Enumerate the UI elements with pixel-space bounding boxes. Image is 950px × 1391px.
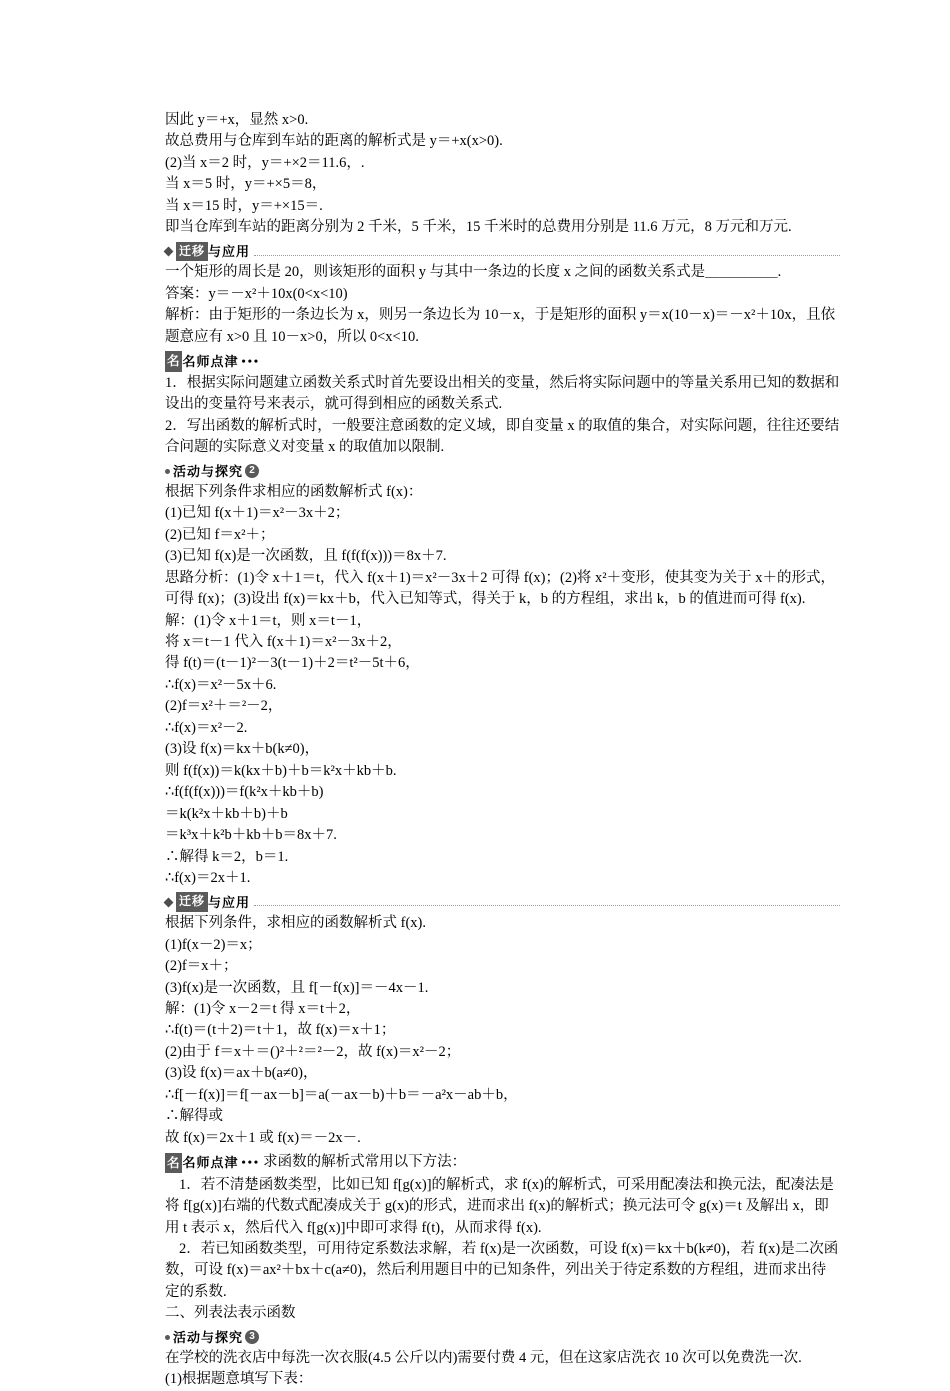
mingshi-tag-label-2: 名 [165,1153,182,1174]
activity2-solution-8: 则 f(f(x))＝k(kx＋b)＋b＝k²x＋kb＋b. [165,762,397,779]
activity2-solution-11: ＝k³x＋k²b＋kb＋b＝8x＋7. [165,827,337,844]
activity2-solution-2: 将 x＝t－1 代入 f(x＋1)＝x²－3x＋2， [165,634,402,650]
qianxing-solution-3: (2)由于 f＝x＋＝()²＋²＝²－2，故 f(x)＝x²－2； [165,1043,461,1060]
mingshi-rest-label: 名师点津 [182,353,239,369]
activity2-item-1: (1)已知 f(x＋1)＝x²－3x＋2； [165,505,350,522]
activity2-badge [165,462,259,481]
mingshi-rest-label-2: 名师点津 [182,1155,239,1171]
activity2-intro: 根据下列条件求相应的函数解析式 f(x)： [165,483,423,500]
dotted-leader-2 [254,896,840,906]
mingshi2-text-1: 1．若不清楚函数类型，比如已知 f[g(x)]的解析式，求 f(x)的解析式，可采用配凑法和换元法，配凑法是将 f[g(x)]右端的代数式配凑成关于 g(x)的形式，进而求出 f(x)的解析式；换元法可令 g(x)＝t 及解出 x，即用 t 表示 x，然后代入 f[g(x)]中即可求得 f(t)，从而求得 f(x). [165,1176,834,1236]
qianxing-item-3: (3)f(x)是一次函数，且 f[－f(x)]＝－4x－1. [165,979,429,996]
qianxing-solution-4: (3)设 f(x)＝ax＋b(a≠0)， [165,1065,318,1082]
mingshi-text-2: 2．写出函数的解析式时，一般要注意函数的定义域，即自变量 x 的取值的集合，对实际问题，往往还要结合问题的实际意义对变量 x 的取值加以限制. [165,417,840,456]
qianxing-with-label: 与 [208,243,223,259]
mingshi-tag-label: 名 [165,351,182,372]
activity2-solution-5: (2)f＝x²＋＝²－2， [165,698,283,715]
qianxing-apply-label-2: 应用 [222,894,251,910]
activity3-number: 3 [245,1330,259,1344]
dot-icon [165,469,170,474]
activity2-solution-10: ＝k(k²x＋kb＋b)＋b [165,805,288,822]
paragraph-top-4: 当 x＝5 时，y＝+×5＝8， [165,176,327,193]
qianxing-analysis-1: 解析：由于矩形的一条边长为 x，则另一条边长为 10－x，于是矩形的面积 y＝x(10－x)＝－x²＋10x，且依题意应有 x>0 且 10－x>0，所以 0<x<10. [165,307,836,345]
activity2-thinking: 思路分析：(1)令 x＋1＝t，代入 f(x＋1)＝x²－3x＋2 可得 f(x)；(2)将 x²＋变形，使其变为关于 x＋的形式，可得 f(x)；(3)设出 f(x)＝kx＋b，代入已知等式，得关于 k，b 的方程组，求出 k，b 的值进而可得 f(x). [165,569,836,608]
activity2-item-2: (2)已知 f＝x²＋； [165,526,275,543]
qianxing-heading-1 [165,242,840,262]
activity2-solution-1: 解：(1)令 x＋1＝t，则 x＝t－1， [165,612,372,629]
paragraph-top-5: 当 x＝15 时，y＝+×15＝. [165,197,323,214]
qianxing-item-1: (1)f(x－2)＝x； [165,936,262,953]
activity3-label: 活动与探究 [173,1329,244,1345]
activity3-heading [165,1328,840,1347]
paragraph-top-1: 因此 y＝+x，显然 x>0. [165,112,309,128]
qianxing-solution-6: ∴解得或 [165,1108,223,1125]
paragraph-top-6: 即当仓库到车站的距离分别为 2 千米，5 千米，15 千米时的总费用分别是 11.6 万元，8 万元和万元. [165,219,792,236]
activity2-solution-7: (3)设 f(x)＝kx＋b(k≠0)， [165,741,320,758]
diamond-icon [164,247,174,257]
mingshi-heading-1 [165,351,840,372]
mingshi-badge-2 [165,1153,260,1174]
qianxing-solution-7: 故 f(x)＝2x＋1 或 f(x)＝－2x－. [165,1129,361,1146]
activity2-solution-3: 得 f(t)＝(t－1)²－3(t－1)＋2＝t²－5t＋6， [165,655,420,672]
qianxing-intro-2: 根据下列条件，求相应的函数解析式 f(x). [165,915,426,932]
qianxing-heading-2 [165,892,840,912]
qianxing-badge-2 [165,892,250,912]
activity2-solution-13: ∴f(x)＝2x＋1. [165,869,251,886]
activity3-badge [165,1328,259,1347]
qianxing-question-1: 一个矩形的周长是 20，则该矩形的面积 y 与其中一条边的长度 x 之间的函数关系式是＿＿＿＿＿. [165,264,782,281]
dots-decoration: ••• [241,353,261,368]
dot-icon-2 [165,1335,170,1340]
qianxing-badge-1 [165,242,250,262]
activity2-label: 活动与探究 [173,463,244,479]
qianxing-apply-label: 应用 [222,243,251,259]
activity2-number: 2 [245,464,259,478]
dotted-leader [254,246,840,256]
mingshi2-text-2: 2．若已知函数类型，可用待定系数法求解，若 f(x)是一次函数，可设 f(x)＝kx＋b(k≠0)，若 f(x)是二次函数，可设 f(x)＝ax²＋bx＋c(a≠0)，然后利用题目中的已知条件，列出关于待定系数的方程组，进而求出待定的系数. [165,1240,839,1300]
paragraph-top-2: 故总费用与仓库到车站的距离的解析式是 y＝+x(x>0). [165,133,503,150]
dots-decoration-2: ••• [241,1155,261,1170]
mingshi-heading-2 [165,1152,840,1173]
qianxing-solution-5: ∴f[－f(x)]＝f[－ax－b]＝a(－ax－b)＋b＝－a²x－ab＋b， [165,1086,518,1103]
qianxing-tag-label: 迁移 [176,242,208,262]
mingshi-badge-1 [165,351,260,372]
qianxing-item-2: (2)f＝x＋； [165,958,238,975]
qianxing-tag-label-2: 迁移 [176,892,208,912]
mingshi-lead-2: 求函数的解析式常用以下方法： [263,1154,467,1171]
paragraph-top-3: (2)当 x＝2 时，y＝+×2＝11.6，. [165,154,365,171]
activity3-text: 在学校的洗衣店中每洗一次衣服(4.5 公斤以内)需要付费 4 元，但在这家店洗衣 10 次可以免费洗一次. [165,1350,802,1367]
activity2-heading [165,462,840,481]
diamond-icon [164,897,174,907]
activity2-item-3: (3)已知 f(x)是一次函数，且 f(f(f(x)))＝8x＋7. [165,548,447,565]
document-content [165,110,840,1391]
mingshi-text-1: 1．根据实际问题建立函数关系式时首先要设出相关的变量，然后将实际问题中的等量关系用已知的数据和设出的变量符号来表示，就可得到相应的函数关系式. [165,374,840,413]
activity3-sub: (1)根据题意填写下表： [165,1371,313,1388]
qianxing-with-label-2: 与 [208,894,223,910]
qianxing-solution-2: ∴f(t)＝(t＋2)＝t＋1，故 f(x)＝x＋1； [165,1022,396,1039]
activity2-solution-9: ∴f(f(f(x)))＝f(k²x＋kb＋b) [165,784,324,801]
activity2-solution-12: ∴解得 k＝2，b＝1. [165,848,289,865]
activity2-solution-6: ∴f(x)＝x²－2. [165,719,248,736]
section-title: 二、列表法表示函数 [165,1305,296,1322]
qianxing-solution-1: 解：(1)令 x－2＝t 得 x＝t＋2， [165,1001,361,1017]
qianxing-answer-1: 答案：y＝－x²＋10x(0<x<10) [165,285,348,302]
activity2-solution-4: ∴f(x)＝x²－5x＋6. [165,676,277,693]
